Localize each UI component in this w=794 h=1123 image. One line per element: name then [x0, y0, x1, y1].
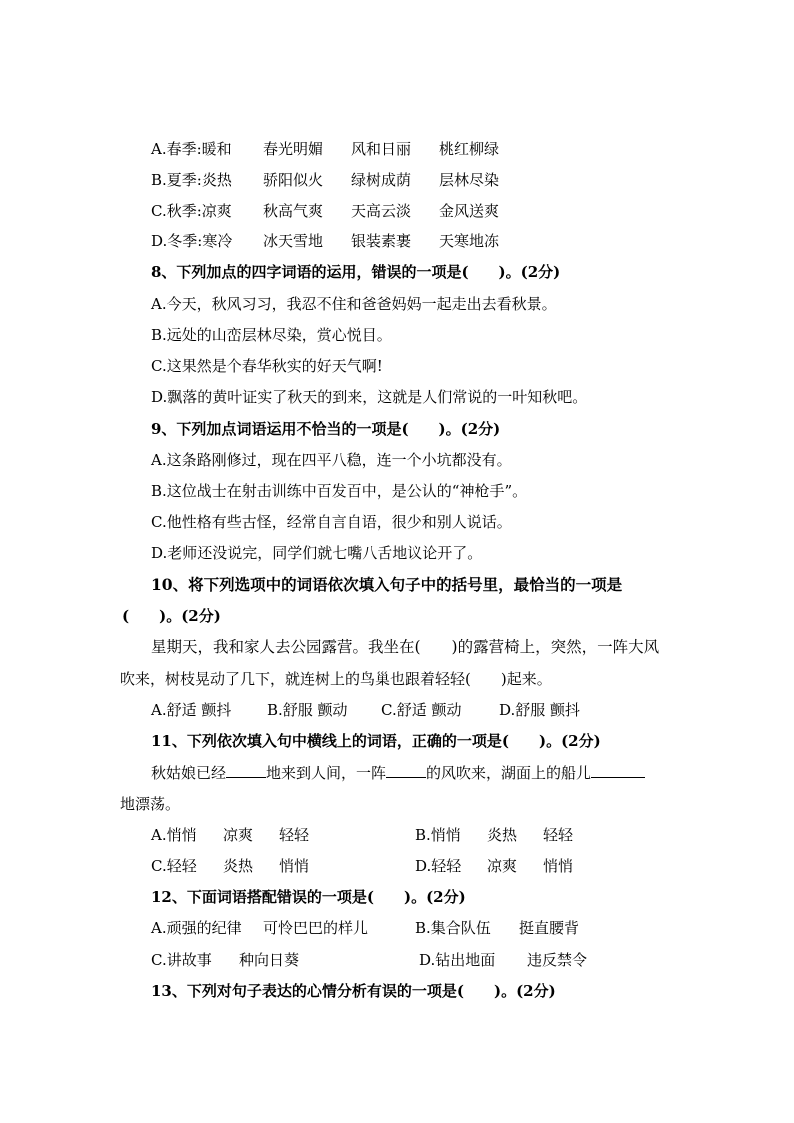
option-a: A.舒适 颤抖: [151, 701, 232, 719]
option-word: 悄悄: [279, 857, 310, 875]
q9-option-b: B.这位战士在射击训练中百发百中，是公认的“神枪手”。: [151, 482, 528, 500]
option-c-word: 种向日葵: [239, 951, 300, 969]
option-label: D.冬季:寒冷: [151, 232, 233, 250]
option-b-word: 挺直腰背: [519, 919, 580, 937]
option-word: 秋高气爽: [263, 202, 324, 220]
option-a-word: 可怜巴巴的样儿: [263, 919, 369, 937]
option-word: 炎热: [487, 826, 518, 844]
option-word: 绿树成荫: [351, 171, 412, 189]
q9-option-a: A.这条路刚修过，现在四平八稳，连一个小坑都没有。: [151, 451, 512, 469]
q12-options-cd: [151, 950, 587, 970]
option-word: 悄悄: [543, 857, 574, 875]
option-word: 银装素裹: [351, 232, 412, 250]
q9-option-c: C.他性格有些古怪，经常自言自语，很少和别人说话。: [151, 513, 512, 531]
option-label: D.轻轻: [415, 857, 462, 875]
option-word: 春光明媚: [263, 140, 324, 158]
option-word: 轻轻: [279, 826, 310, 844]
sentence-part: 地来到人间，一阵: [266, 764, 387, 782]
q8-title: 8、下列加点的四字词语的运用，错误的一项是( )。(2分): [151, 263, 561, 281]
q10-options: [151, 700, 580, 720]
q12-options-ab: [151, 918, 579, 938]
q8-option-b: B.远处的山峦层林尽染，赏心悦目。: [151, 326, 392, 344]
q7-option-d: [151, 231, 499, 251]
option-label: C.轻轻: [151, 857, 197, 875]
q10-title-cont: ( )。(2分): [122, 607, 221, 625]
q9-title: 9、下列加点词语运用不恰当的一项是( )。(2分): [151, 420, 501, 438]
option-word: 凉爽: [223, 826, 254, 844]
q11-options-ab: [151, 825, 573, 845]
option-label: A.悄悄: [151, 826, 197, 844]
option-word: 凉爽: [487, 857, 518, 875]
q7-option-b: [151, 170, 499, 190]
q8-option-c: C.这果然是个春华秋实的好天气啊!: [151, 357, 383, 375]
q10-passage: 星期天，我和家人去公园露营。我坐在( )的露营椅上，突然，一阵大风: [151, 638, 660, 656]
option-word: 层林尽染: [439, 171, 500, 189]
fill-blank: [226, 763, 266, 778]
option-label: C.秋季:凉爽: [151, 202, 232, 220]
q11-sentence: [151, 763, 645, 783]
option-word: 轻轻: [543, 826, 574, 844]
option-word: 金风送爽: [439, 202, 500, 220]
sentence-part: 的风吹来，湖面上的船儿: [426, 764, 592, 782]
q9-option-d: D.老师还没说完，同学们就七嘴八舌地议论开了。: [151, 544, 483, 562]
option-label: B.夏季:炎热: [151, 171, 232, 189]
option-label: B.悄悄: [415, 826, 461, 844]
q10-passage-cont: 吹来，树枝晃动了几下，就连树上的鸟巢也跟着轻轻( )起来。: [120, 670, 552, 688]
option-b: B.舒服 颤动: [267, 701, 348, 719]
q12-title: 12、下面词语搭配错误的一项是( )。(2分): [151, 888, 466, 906]
option-word: 冰天雪地: [263, 232, 324, 250]
fill-blank: [386, 763, 426, 778]
option-word: 天高云淡: [351, 202, 412, 220]
q11-options-cd: [151, 856, 573, 876]
option-c: C.讲故事: [151, 951, 212, 969]
option-c: C.舒适 颤动: [381, 701, 462, 719]
option-word: 炎热: [223, 857, 254, 875]
option-a: A.顽强的纪律: [151, 919, 242, 937]
fill-blank: [591, 763, 645, 778]
q8-option-d: D.飘落的黄叶证实了秋天的到来，这就是人们常说的一叶知秋吧。: [151, 388, 588, 406]
q10-title: 10、将下列选项中的词语依次填入句子中的括号里，最恰当的一项是: [151, 575, 623, 594]
option-word: 桃红柳绿: [439, 140, 500, 158]
q7-option-c: [151, 201, 499, 221]
sentence-part: 秋姑娘已经: [151, 764, 227, 782]
option-d: D.舒服 颤抖: [499, 701, 581, 719]
option-word: 风和日丽: [351, 140, 412, 158]
q11-title: 11、下列依次填入句中横线上的词语，正确的一项是( )。(2分): [151, 732, 601, 750]
option-b: B.集合队伍: [415, 919, 491, 937]
q13-title: 13、下列对句子表达的心情分析有误的一项是( )。(2分): [151, 982, 556, 1000]
q11-sentence-cont: 地漂荡。: [120, 795, 181, 813]
option-d: D.钻出地面: [419, 951, 496, 969]
option-d-word: 违反禁令: [527, 951, 588, 969]
option-label: A.春季:暖和: [151, 140, 232, 158]
q8-option-a: A.今天，秋风习习，我忍不住和爸爸妈妈一起走出去看秋景。: [151, 295, 557, 313]
q7-option-a: [151, 139, 499, 159]
option-word: 骄阳似火: [263, 171, 324, 189]
option-word: 天寒地冻: [439, 232, 500, 250]
